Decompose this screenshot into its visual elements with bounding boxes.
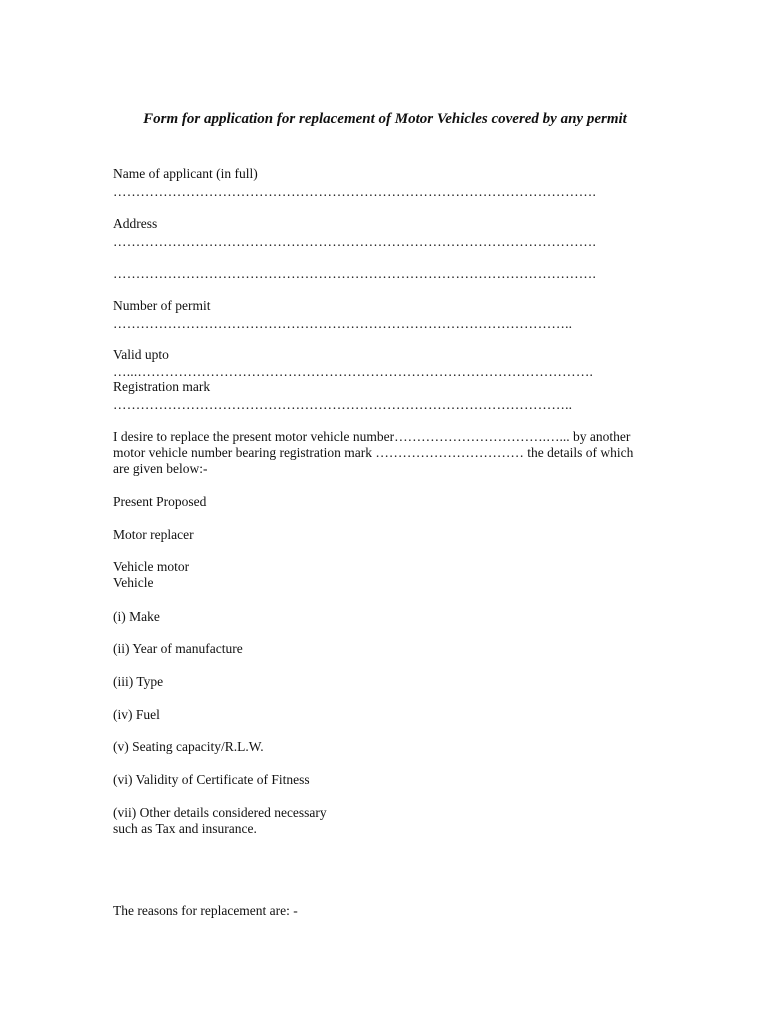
present-proposed-label: Present Proposed [113,494,207,509]
number-of-permit-label: Number of permit [113,298,211,313]
year-of-manufacture-label: (ii) Year of manufacture [113,641,243,656]
type-label: (iii) Type [113,674,164,689]
motor-replacer-label: Motor replacer [113,527,194,542]
seating-capacity-label: (v) Seating capacity/R.L.W. [113,739,264,754]
fuel-label: (iv) Fuel [113,707,160,722]
vehicle-motor-label: Vehicle motor [113,559,190,574]
name-of-applicant-label: Name of applicant (in full) [113,166,258,181]
number-of-permit-field[interactable]: ……………………………………………………………………………………….. [113,316,573,331]
other-details-label-line-1: (vii) Other details considered necessary [113,805,327,820]
reasons-for-replacement-label: The reasons for replacement are: - [113,903,298,918]
valid-upto-label: Valid upto [113,347,169,362]
form-title: Form for application for replacement of Motor Vehicles covered by any permit [143,111,627,127]
address-field-line-1[interactable]: ……………………………………………………………………………………………. [113,234,597,249]
address-label: Address [113,216,158,231]
other-details-label-line-2: such as Tax and insurance. [113,821,257,836]
registration-mark-field[interactable]: ……………………………………………………………………………………….. [113,397,573,412]
address-field-line-2[interactable]: ……………………………………………………………………………………………. [113,266,597,281]
vehicle-label: Vehicle [113,575,154,590]
valid-upto-field[interactable]: …...………………………………………………………………………………………. [113,364,594,379]
name-of-applicant-field[interactable]: ……………………………………………………………………………………………. [113,184,597,199]
declaration-line-1: I desire to replace the present motor vehicle number…………………………….…... by another [113,429,631,444]
registration-mark-label: Registration mark [113,379,211,394]
declaration-line-3: are given below:- [113,461,208,476]
certificate-of-fitness-label: (vi) Validity of Certificate of Fitness [113,772,310,787]
declaration-line-2: motor vehicle number bearing registration mark …………………………… the details of which [113,445,634,460]
make-label: (i) Make [113,609,160,624]
